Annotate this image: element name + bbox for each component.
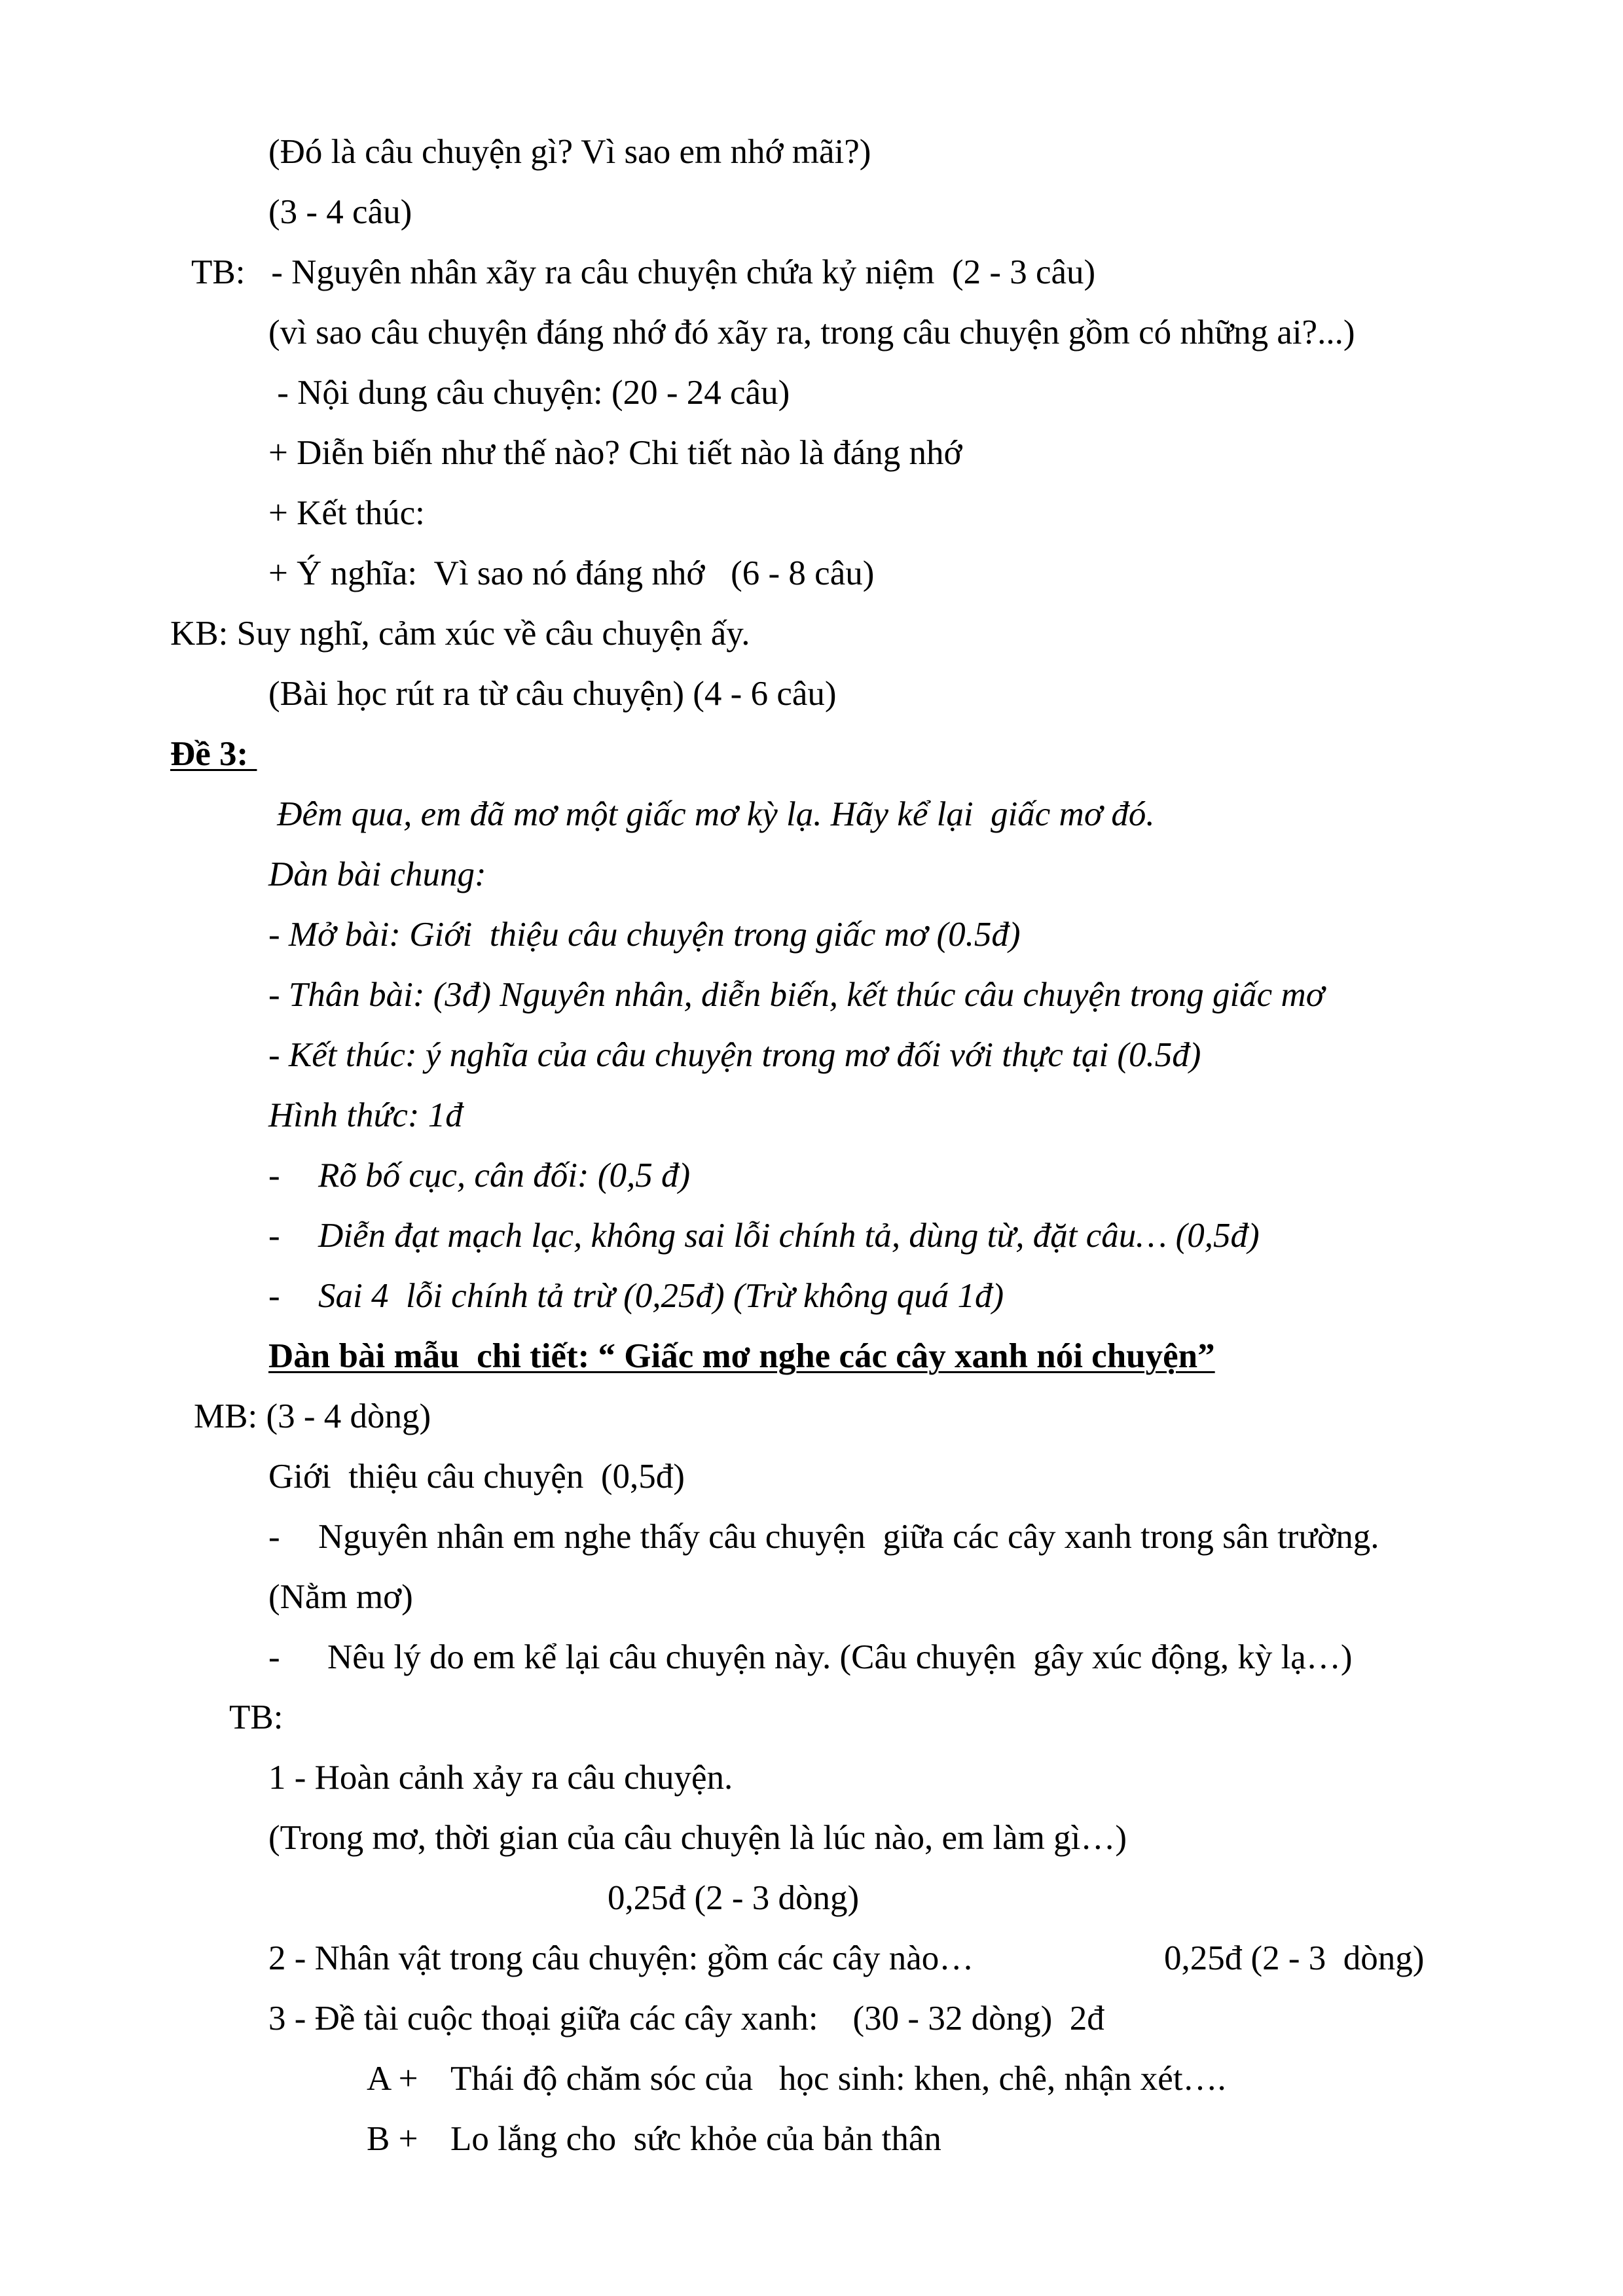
text-line: - Kết thúc: ý nghĩa của câu chuyện trong mơ đối với thực tại (0.5đ) xyxy=(268,1036,1201,1074)
list-bullet: - xyxy=(268,1638,280,1676)
text-line: TB: - Nguyên nhân xãy ra câu chuyện chứa kỷ niệm (2 - 3 câu) xyxy=(191,253,1096,291)
list-bullet: B + xyxy=(367,2120,418,2158)
list-bullet: - xyxy=(268,1518,280,1556)
text-line: - Mở bài: Giới thiệu câu chuyện trong giấc mơ (0.5đ) xyxy=(268,916,1021,954)
text-line: 0,25đ (2 - 3 dòng) xyxy=(608,1879,860,1917)
text-line: - Nội dung câu chuyện: (20 - 24 câu) xyxy=(268,374,790,412)
text-line: (3 - 4 câu) xyxy=(268,193,412,231)
text-line: Đêm qua, em đã mơ một giấc mơ kỳ lạ. Hãy kể lại giấc mơ đó. xyxy=(268,795,1155,833)
text-line: TB: xyxy=(229,1698,283,1736)
text-line: MB: (3 - 4 dòng) xyxy=(194,1397,431,1435)
text-line: Giới thiệu câu chuyện (0,5đ) xyxy=(268,1458,685,1496)
text-line: - Thân bài: (3đ) Nguyên nhân, diễn biến, kết thúc câu chuyện trong giấc mơ xyxy=(268,976,1325,1014)
text-line: (vì sao câu chuyện đáng nhớ đó xãy ra, trong câu chuyện gồm có những ai?...) xyxy=(268,314,1355,351)
text-line: 1 - Hoàn cảnh xảy ra câu chuyện. xyxy=(268,1759,733,1797)
list-bullet: A + xyxy=(367,2060,418,2098)
outline-heading: Dàn bài mẫu chi tiết: “ Giấc mơ nghe các cây xanh nói chuyện” xyxy=(268,1337,1215,1375)
list-bullet: - xyxy=(268,1217,280,1255)
text-line: 3 - Đề tài cuộc thoại giữa các cây xanh: (30 - 32 dòng) 2đ xyxy=(268,2000,1104,2037)
list-item: Diễn đạt mạch lạc, không sai lỗi chính tả, dùng từ, đặt câu… (0,5đ) xyxy=(318,1217,1260,1255)
list-item: Nguyên nhân em nghe thấy câu chuyện giữa các cây xanh trong sân trường. xyxy=(318,1518,1379,1556)
list-item: Rõ bố cục, cân đối: (0,5 đ) xyxy=(318,1157,691,1194)
section-heading: Đề 3: xyxy=(170,735,257,773)
text-line: 0,25đ (2 - 3 dòng) xyxy=(1164,1939,1425,1977)
text-line: + Diễn biến như thế nào? Chi tiết nào là đáng nhớ xyxy=(268,434,962,472)
list-bullet: - xyxy=(268,1157,280,1194)
text-line: (Bài học rút ra từ câu chuyện) (4 - 6 câu) xyxy=(268,675,837,713)
list-bullet: - xyxy=(268,1277,280,1315)
text-line: Dàn bài chung: xyxy=(268,855,486,893)
text-line: + Ý nghĩa: Vì sao nó đáng nhớ (6 - 8 câu) xyxy=(268,554,875,592)
list-item: Sai 4 lỗi chính tả trừ (0,25đ) (Trừ không quá 1đ) xyxy=(318,1277,1004,1315)
text-line: 2 - Nhân vật trong câu chuyện: gồm các cây nào… xyxy=(268,1939,974,1977)
list-item: Lo lắng cho sức khỏe của bản thân xyxy=(450,2120,941,2158)
text-line: + Kết thúc: xyxy=(268,494,425,532)
list-item: Nêu lý do em kể lại câu chuyện này. (Câu chuyện gây xúc động, kỳ lạ…) xyxy=(327,1638,1353,1676)
text-line: (Đó là câu chuyện gì? Vì sao em nhớ mãi?) xyxy=(268,133,871,171)
text-line: (Trong mơ, thời gian của câu chuyện là lúc nào, em làm gì…) xyxy=(268,1819,1127,1857)
text-line: (Nằm mơ) xyxy=(268,1578,413,1616)
list-item: Thái độ chăm sóc của học sinh: khen, chê, nhận xét…. xyxy=(450,2060,1226,2098)
text-line: Hình thức: 1đ xyxy=(268,1096,463,1134)
text-line: KB: Suy nghĩ, cảm xúc về câu chuyện ấy. xyxy=(170,615,750,653)
